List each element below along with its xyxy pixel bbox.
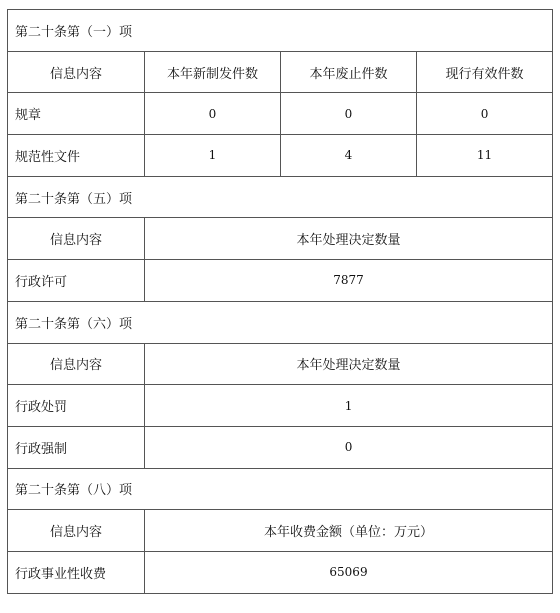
row-label: 行政事业性收费 [8, 551, 145, 593]
column-header: 现行有效件数 [417, 51, 553, 93]
row-label: 行政许可 [8, 260, 145, 302]
table-cell: 65069 [145, 551, 553, 593]
column-header: 信息内容 [8, 510, 145, 552]
table-row [8, 385, 553, 427]
table-row [8, 426, 553, 468]
section-header-row [8, 10, 553, 52]
row-label: 规章 [8, 93, 145, 135]
table-cell: 4 [281, 135, 417, 177]
table-cell: 11 [417, 135, 553, 177]
column-header: 本年处理决定数量 [145, 343, 553, 385]
column-header: 本年废止件数 [281, 51, 417, 93]
column-header: 本年处理决定数量 [145, 218, 553, 260]
table-cell: 0 [417, 93, 553, 135]
section-title: 第二十条第（八）项 [8, 468, 553, 510]
column-header-row [8, 218, 553, 260]
section-title: 第二十条第（六）项 [8, 301, 553, 343]
table-row [8, 260, 553, 302]
section-header-row [8, 468, 553, 510]
row-label: 行政处罚 [8, 385, 145, 427]
table-row [8, 135, 553, 177]
section-header-row [8, 301, 553, 343]
table-cell: 1 [145, 135, 281, 177]
section-title: 第二十条第（五）项 [8, 176, 553, 218]
column-header-row [8, 51, 553, 93]
column-header-row [8, 510, 553, 552]
column-header-row [8, 343, 553, 385]
column-header: 信息内容 [8, 343, 145, 385]
row-label: 行政强制 [8, 426, 145, 468]
row-label: 规范性文件 [8, 135, 145, 177]
column-header: 本年收费金额（单位：万元） [145, 510, 553, 552]
table-cell: 7877 [145, 260, 553, 302]
column-header: 本年新制发件数 [145, 51, 281, 93]
column-header: 信息内容 [8, 51, 145, 93]
table-cell: 0 [281, 93, 417, 135]
column-header: 信息内容 [8, 218, 145, 260]
table-row [8, 551, 553, 593]
table-cell: 0 [145, 426, 553, 468]
table-cell: 0 [145, 93, 281, 135]
section-header-row [8, 176, 553, 218]
table-cell: 1 [145, 385, 553, 427]
section-title: 第二十条第（一）项 [8, 10, 553, 52]
table-row [8, 93, 553, 135]
disclosure-table [7, 9, 553, 594]
